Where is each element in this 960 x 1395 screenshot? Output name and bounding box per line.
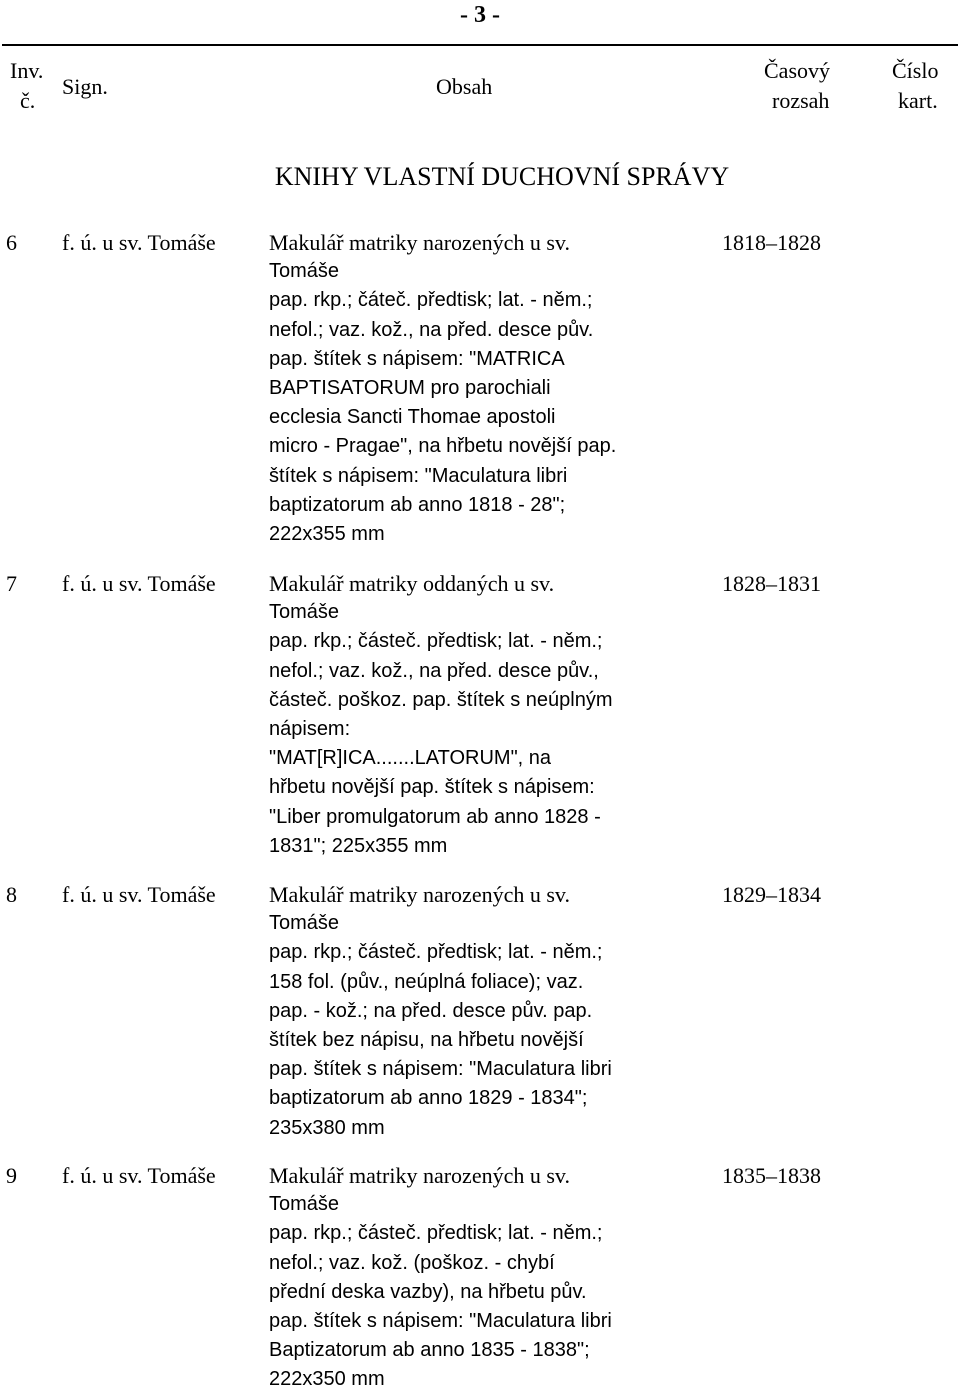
- entry-time-range: 1818–1828: [722, 230, 821, 255]
- entry-desc-line: pap. rkp.; částeč. předtisk; lat. - něm.;: [269, 630, 603, 653]
- entry-sign: f. ú. u sv. Tomáše: [62, 571, 216, 596]
- entry-desc-line: Tomáše: [269, 1193, 340, 1216]
- entry-inv: 9: [6, 1163, 17, 1188]
- entry-desc-line: částeč. poškoz. pap. štítek s neúplným: [269, 688, 613, 711]
- entry-desc-line: přední deska vazby), na hřbetu pův.: [269, 1280, 587, 1303]
- entry-desc-line: Tomáše: [269, 601, 340, 624]
- entry-desc-line: pap. štítek s nápisem: "Maculatura libri: [269, 1058, 612, 1081]
- entry-time-range: 1828–1831: [722, 571, 821, 596]
- entry-desc-line: Tomáše: [269, 912, 340, 935]
- header-cislo-line-2: kart.: [898, 88, 938, 113]
- entry-desc-line: nefol.; vaz. kož. (poškoz. - chybí: [269, 1251, 555, 1274]
- header-sign: Sign.: [62, 74, 108, 99]
- entry-desc-line: micro - Pragae", na hřbetu novější pap.: [269, 435, 617, 458]
- entry-sign: f. ú. u sv. Tomáše: [62, 230, 216, 255]
- entry-title: Makulář matriky narozených u sv.: [269, 882, 570, 907]
- entry-obsah: [269, 228, 689, 549]
- entry-desc-line: BAPTISATORUM pro parochiali: [269, 377, 551, 400]
- entry-desc-line: 235x380 mm: [269, 1116, 385, 1139]
- entry-desc-line: 222x350 mm: [269, 1368, 385, 1391]
- entry-obsah: [269, 880, 689, 1143]
- entry-title: Makulář matriky oddaných u sv.: [269, 571, 555, 596]
- entry-desc-line: nefol.; vaz. kož., na před. desce pův.: [269, 318, 594, 341]
- entry-desc-line: baptizatorum ab anno 1829 - 1834";: [269, 1087, 588, 1110]
- entry-obsah: [269, 1161, 689, 1395]
- entry-desc-line: Tomáše: [269, 260, 340, 283]
- header-inv-line-1: Inv.: [10, 58, 44, 83]
- entry-obsah: [269, 569, 689, 861]
- header-casovy-line-2: rozsah: [772, 88, 830, 113]
- entry-inv: 8: [6, 882, 17, 907]
- entry-desc-line: hřbetu novější pap. štítek s nápisem:: [269, 776, 595, 799]
- entry-time-range: 1835–1838: [722, 1163, 821, 1188]
- entry-desc-line: pap. štítek s nápisem: "Maculatura libri: [269, 1310, 612, 1333]
- entry-title: Makulář matriky narozených u sv.: [269, 230, 570, 255]
- entry-sign: f. ú. u sv. Tomáše: [62, 1163, 216, 1188]
- header-cislo-line-1: Číslo: [892, 58, 939, 83]
- entry-desc-line: 158 fol. (pův., neúplná foliace); vaz.: [269, 970, 584, 993]
- entry-desc-line: nápisem:: [269, 718, 351, 741]
- entry-desc-line: nefol.; vaz. kož., na před. desce pův.,: [269, 659, 599, 682]
- entry-desc-line: pap. rkp.; čáteč. předtisk; lat. - něm.;: [269, 289, 593, 312]
- header-casovy-line-1: Časový: [764, 58, 830, 83]
- header-rule: [2, 44, 958, 46]
- entry-time-range: 1829–1834: [722, 882, 821, 907]
- entry-desc-line: Baptizatorum ab anno 1835 - 1838";: [269, 1339, 590, 1362]
- entry-desc-line: "Liber promulgatorum ab anno 1828 -: [269, 805, 601, 828]
- entry-desc-line: štítek bez nápisu, na hřbetu novější: [269, 1029, 584, 1052]
- header-obsah: Obsah: [436, 74, 493, 99]
- entry-desc-line: pap. rkp.; částeč. předtisk; lat. - něm.;: [269, 941, 603, 964]
- entry-desc-line: pap. - kož.; na před. desce pův. pap.: [269, 999, 593, 1022]
- entry-desc-line: ecclesia Sancti Thomae apostoli: [269, 406, 556, 429]
- section-title: KNIHY VLASTNÍ DUCHOVNÍ SPRÁVY: [274, 162, 730, 191]
- entry-desc-line: 222x355 mm: [269, 523, 385, 546]
- entry-desc-line: pap. štítek s nápisem: "MATRICA: [269, 347, 565, 370]
- entry-desc-line: pap. rkp.; částeč. předtisk; lat. - něm.;: [269, 1222, 603, 1245]
- page-number: - 3 -: [460, 2, 500, 28]
- entry-sign: f. ú. u sv. Tomáše: [62, 882, 216, 907]
- entry-desc-line: štítek s nápisem: "Maculatura libri: [269, 464, 568, 487]
- entry-desc-line: "MAT[R]ICA.......LATORUM", na: [269, 747, 552, 770]
- entry-desc-line: 1831"; 225x355 mm: [269, 834, 448, 857]
- entry-title: Makulář matriky narozených u sv.: [269, 1163, 570, 1188]
- entry-inv: 6: [6, 230, 17, 255]
- header-inv-line-2: č.: [20, 88, 36, 113]
- entry-desc-line: baptizatorum ab anno 1818 - 28";: [269, 493, 566, 516]
- entry-inv: 7: [6, 571, 17, 596]
